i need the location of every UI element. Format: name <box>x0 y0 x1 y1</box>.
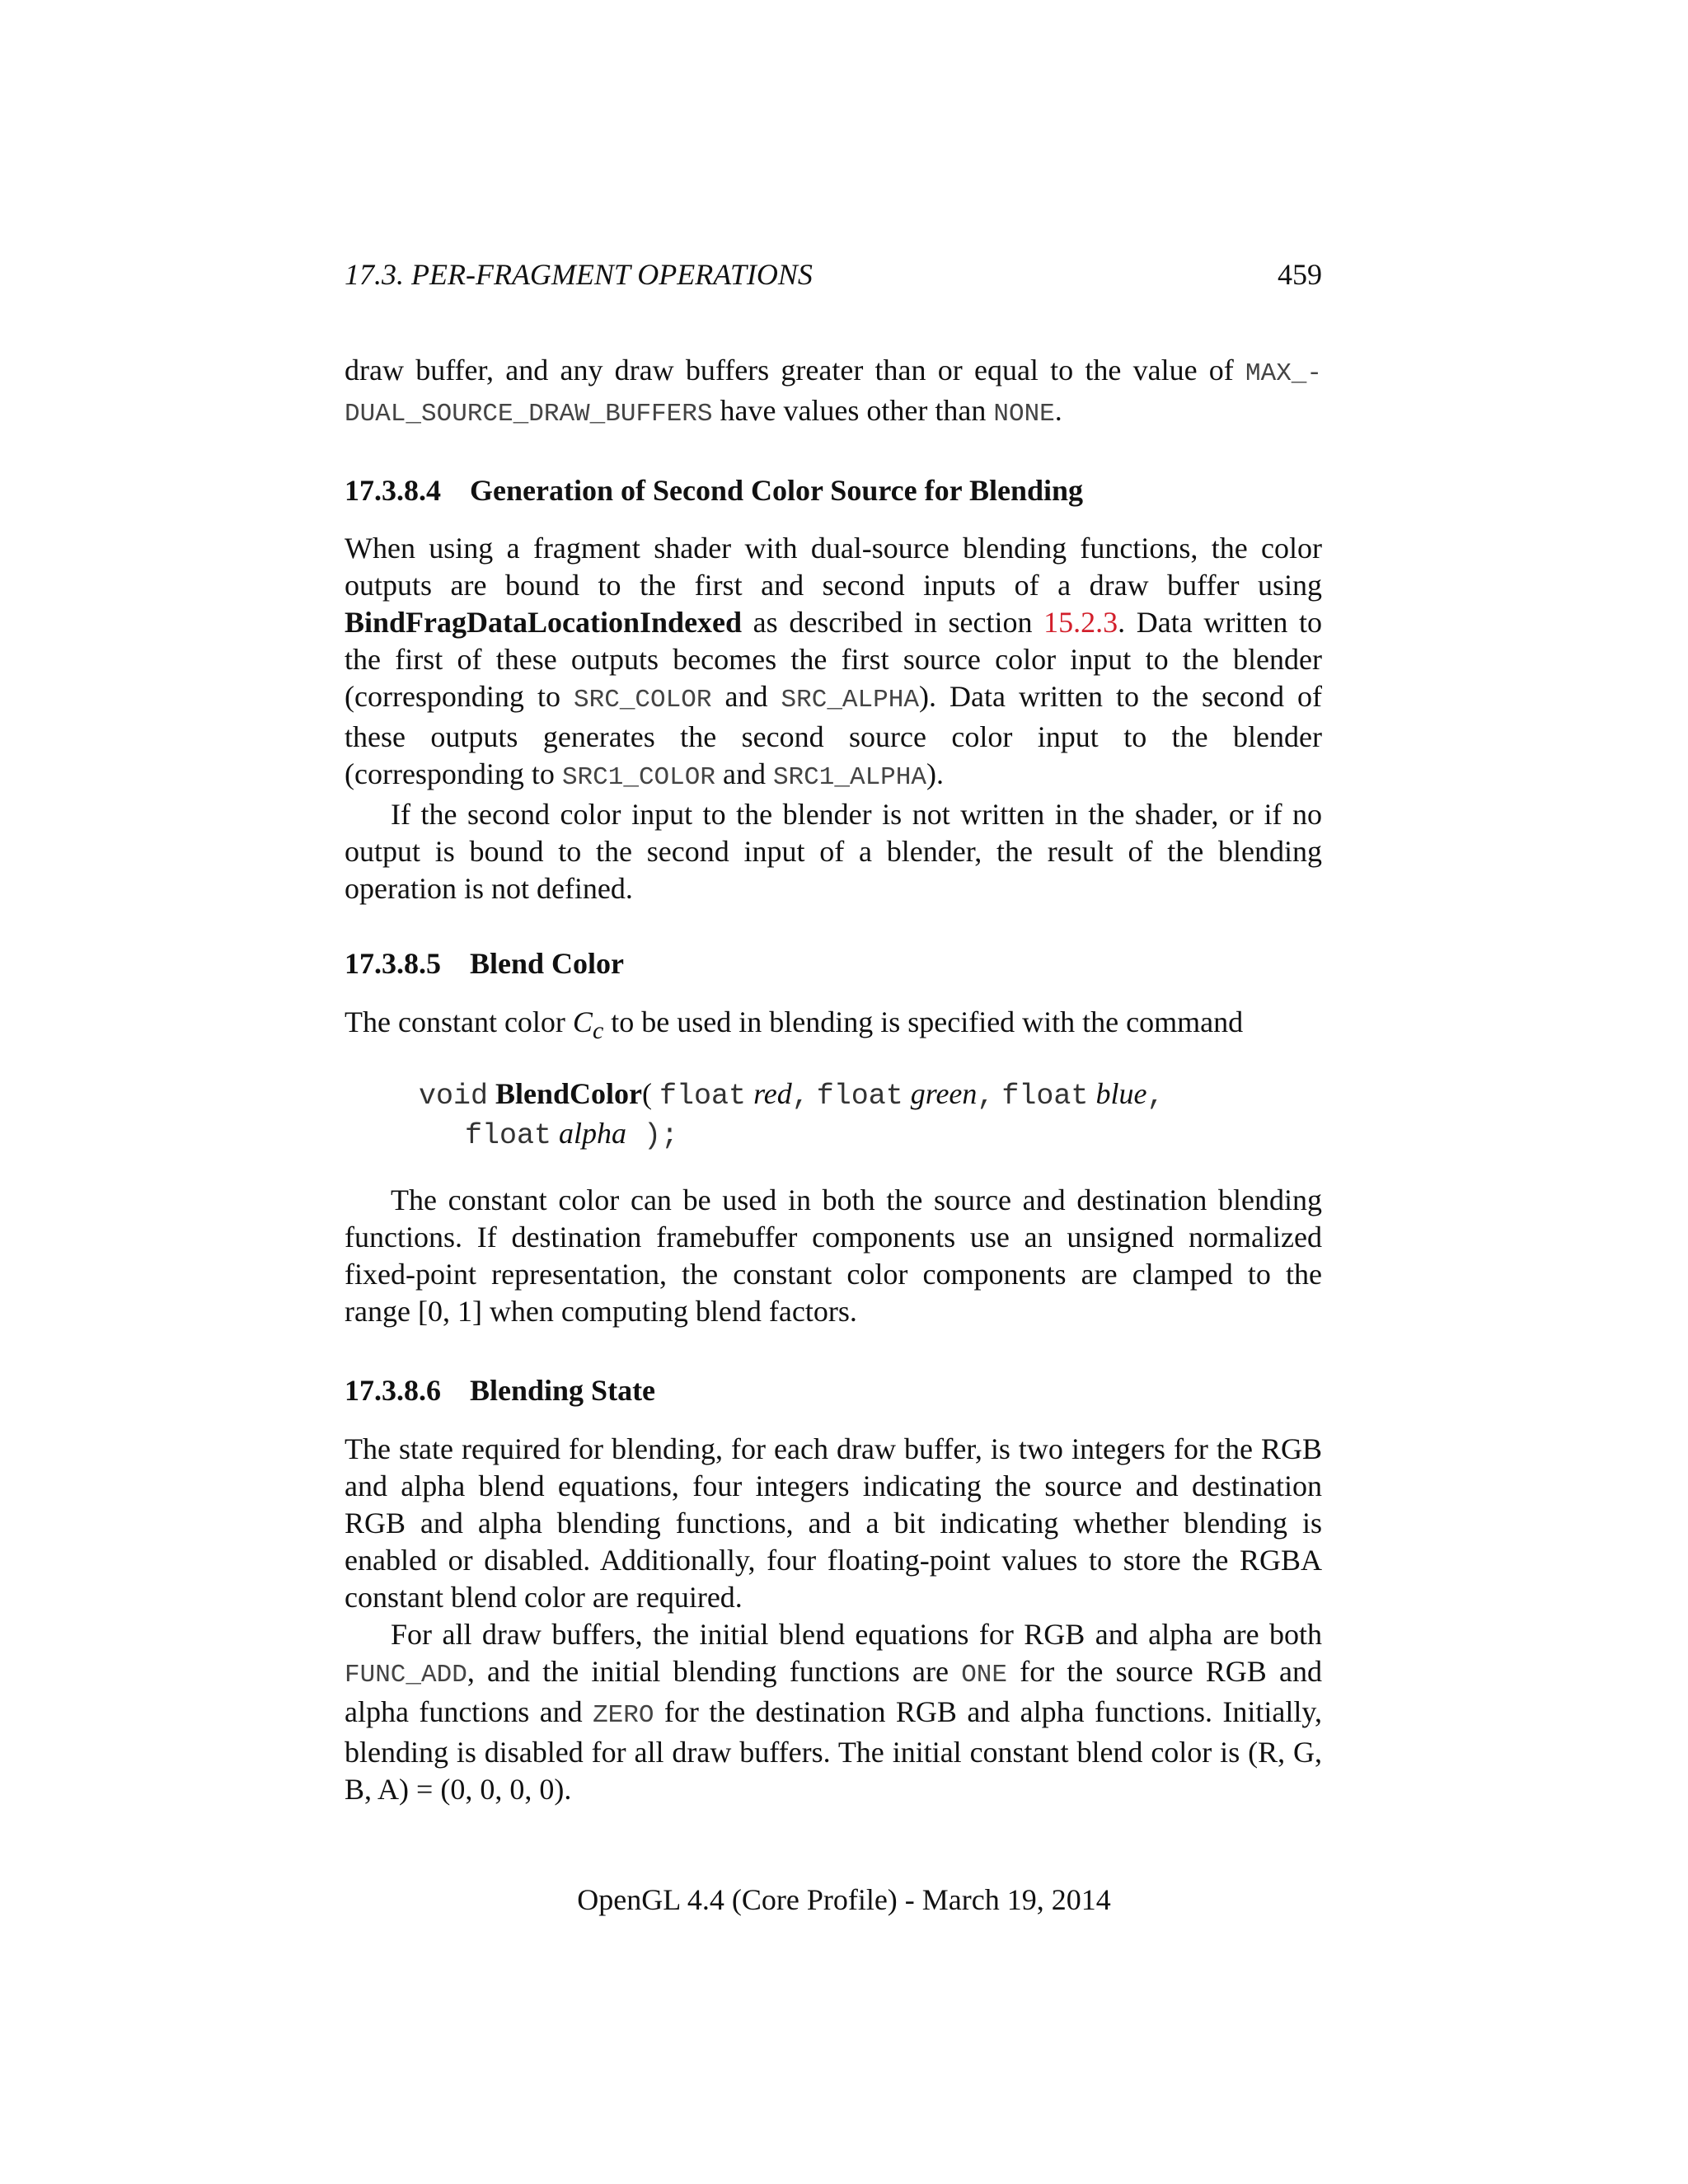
code-term: ONE <box>961 1661 1007 1690</box>
section-paragraph: If the second color input to the blender is not written in the shader, or if no output is bound to the second input of a blender, the result of the blending operation is not defined. <box>345 798 1322 905</box>
section-link[interactable]: 15.2.3 <box>1043 606 1118 639</box>
code-term: NONE <box>993 400 1055 429</box>
code-term: SRC1_COLOR <box>561 763 715 792</box>
math-symbol: C <box>572 1005 593 1038</box>
math-expression: [0, 1] <box>417 1295 482 1328</box>
section-number: 17.3.8.6 <box>345 1374 441 1407</box>
code-term: FUNC_ADD <box>345 1661 467 1690</box>
math-expression: (0, 0, 0, 0) <box>440 1773 565 1806</box>
section-paragraph: When using a fragment shader with dual-source blending functions, the color outputs are bound to the first and second inputs of a draw buffer using BindFragDataLocationIndexed as described in section 15.2.3. Data written to the first of these outputs becomes the first source color input to the blender (corresponding to SRC_COLOR and SRC_ALPHA). Data written to the second of these outputs generates the second source color input to the blender (corresponding to SRC1_COLOR and SRC1_ALPHA). If the second color input to the blender is not written in the shader, or if no output is bound to the second input of a blender, the result of the blending operation is not defined. <box>345 530 1322 907</box>
code-term: MAX_- <box>1245 359 1322 388</box>
code-term: DUAL_SOURCE_DRAW_BUFFERS <box>345 400 713 429</box>
code-term: SRC_COLOR <box>574 686 712 715</box>
section-paragraph: The constant color $C_c$ to be used in blending is specified with the command <box>345 1005 1244 1045</box>
command-prototype: void BlendColor( float red, float green, float blue, float alpha ); <box>419 1077 1165 1152</box>
section-paragraph: The state required for blending, for each draw buffer, is two integers for the RGB and alpha blend equations, four integers indicating the source and destination RGB and alpha blending functions, and a bit indicating whether blending is enabled or disabled. Additionally, four floating-point values to store the RGBA constant blend color are required. For all draw buffers, the initial blend equations for RGB and alpha are both FUNC_ADD, and the initial blending functions are ONE for the source RGB and alpha functions and ZERO for the destination RGB and alpha functions. Initially, blending is disabled for all draw buffers. The initial constant blend color is (R, G, B, A) = (0, 0, 0, 0). <box>345 1431 1322 1808</box>
running-head <box>345 257 1322 298</box>
section-heading-title: Generation of Second Color Source for Blending <box>470 474 1084 507</box>
function-name: BindFragDataLocationIndexed <box>345 606 743 639</box>
section-number: 17.3.8.5 <box>345 947 441 980</box>
code-term: SRC_ALPHA <box>781 686 919 715</box>
section-paragraph: The constant color can be used in both the source and destination blending functions. If destination framebuffer components use an unsigned normalized fixed-point representation, the constant color components are clamped to the range [0, 1] when computing blend factors. <box>345 1183 1322 1328</box>
intro-text: draw buffer, and any draw buffers greater than or equal to the value of <box>345 354 1245 387</box>
section-heading <box>345 946 624 981</box>
code-term: SRC1_ALPHA <box>772 763 926 792</box>
section-heading <box>345 1373 655 1408</box>
code-term: ZERO <box>593 1701 654 1730</box>
intro-paragraph: draw buffer, and any draw buffers greater than or equal to the value of MAX_- DUAL_SOURCE_DRAW_BUFFERS have values other than NONE. <box>345 354 1322 429</box>
section-title: 17.3. PER-FRAGMENT OPERATIONS <box>345 258 813 291</box>
function-name: BlendColor <box>495 1077 643 1110</box>
page-footer: OpenGL 4.4 (Core Profile) - March 19, 2014 <box>577 1883 1111 1916</box>
math-expression: (R, G, B, A) = <box>345 1736 1323 1806</box>
page-number: 459 <box>1278 258 1322 291</box>
section-number: 17.3.8.4 <box>345 474 441 507</box>
intro-text: have values other than <box>712 394 994 427</box>
section-heading <box>345 473 1083 508</box>
section-heading-title: Blend Color <box>470 947 625 980</box>
section-heading-title: Blending State <box>470 1374 656 1407</box>
section-paragraph: For all draw buffers, the initial blend equations for RGB and alpha are both FUNC_ADD, and the initial blending functions are ONE for the source RGB and alpha functions and ZERO for the destination RGB and alpha functions. Initially, blending is disabled for all draw buffers. The initial constant blend color is (R, G, B, A) = (0, 0, 0, 0). <box>345 1618 1323 1806</box>
